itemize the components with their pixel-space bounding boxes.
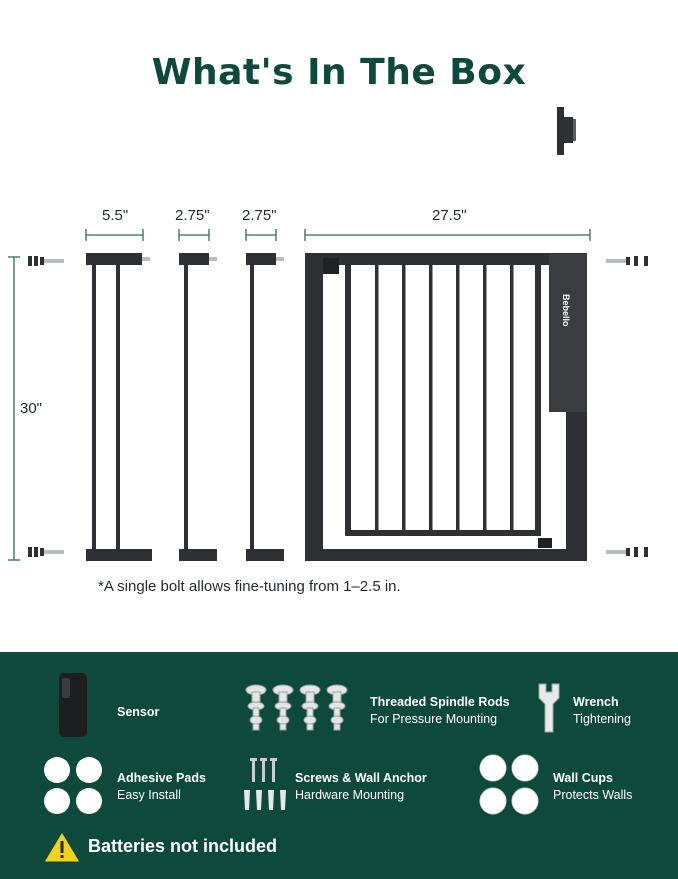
page-title: What's In The Box bbox=[151, 52, 527, 93]
spindle-rods-label: Threaded Spindle Rods For Pressure Mounting bbox=[370, 695, 510, 726]
ext1-width-label: 5.5" bbox=[102, 207, 129, 224]
battery-notice: Batteries not included bbox=[88, 836, 278, 856]
gate-diagram bbox=[0, 220, 678, 580]
spindle-bolt-top-left bbox=[28, 256, 64, 266]
adhesive-pads-icon bbox=[42, 756, 104, 816]
bolt-note: *A single bolt allows fine-tuning from 1–2.5 in. bbox=[98, 578, 401, 595]
gate-width-label: 27.5" bbox=[432, 207, 467, 224]
adhesive-pads-label: Adhesive Pads Easy Install bbox=[117, 771, 206, 802]
wall-cups-icon bbox=[478, 754, 540, 816]
spindle-bolt-bottom-right bbox=[606, 547, 648, 557]
extension-5-5 bbox=[86, 253, 152, 561]
ext3-width-label: 2.75" bbox=[242, 207, 277, 224]
wrench-label: Wrench Tightening bbox=[573, 695, 631, 726]
sensor-icon bbox=[58, 672, 88, 738]
screws-label: Screws & Wall Anchor Hardware Mounting bbox=[295, 771, 427, 802]
sensor-label: Sensor bbox=[117, 705, 160, 719]
brand-label: Bebello bbox=[561, 294, 571, 327]
wrench-icon bbox=[536, 680, 562, 736]
spindle-bolt-top-right bbox=[606, 256, 648, 266]
spindle-bolt-bottom-left bbox=[28, 547, 64, 557]
spindle-rods-icon bbox=[238, 680, 356, 740]
warning-icon bbox=[42, 830, 82, 864]
main-gate bbox=[305, 253, 587, 561]
extension-2-75-a bbox=[179, 253, 217, 561]
wall-mount-bracket-icon bbox=[553, 105, 579, 157]
ext2-width-label: 2.75" bbox=[175, 207, 210, 224]
screws-anchors-icon bbox=[240, 756, 290, 816]
wall-cups-label: Wall Cups Protects Walls bbox=[553, 771, 633, 802]
extension-2-75-b bbox=[246, 253, 284, 561]
height-label: 30" bbox=[20, 400, 43, 417]
